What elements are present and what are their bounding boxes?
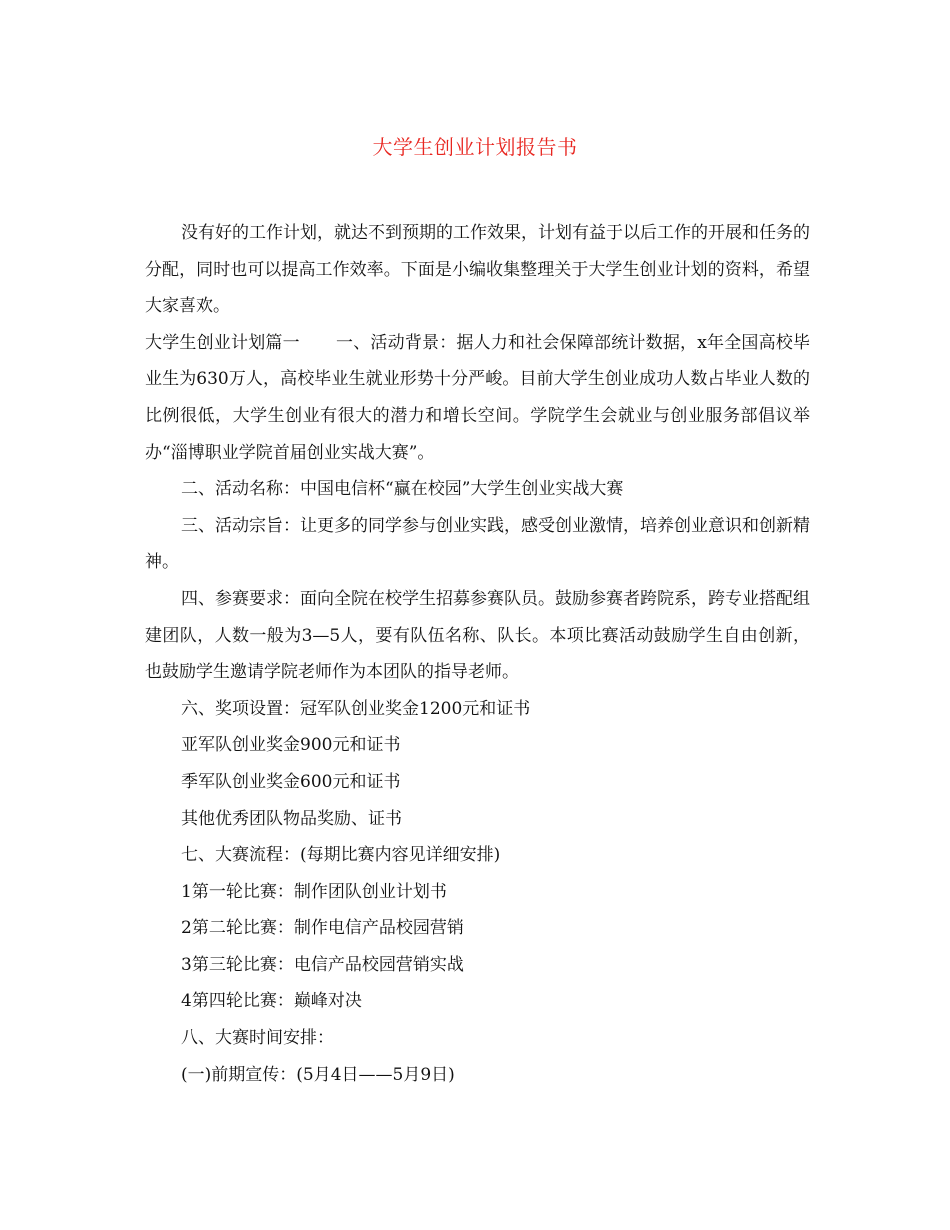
document-title: 大学生创业计划报告书	[372, 135, 578, 159]
round-line: 4第四轮比赛：巅峰对决	[181, 991, 362, 1012]
schedule-item: (一)前期宣传：(5月4日——5月9日)	[181, 1064, 455, 1085]
process-heading: 七、大赛流程：(每期比赛内容见详细安排)	[181, 845, 501, 866]
round-line: 3第三轮比赛：电信产品校园营销实战	[181, 954, 464, 975]
round-line: 1第一轮比赛：制作团队创业计划书	[181, 881, 447, 902]
schedule-heading: 八、大赛时间安排：	[181, 1028, 334, 1049]
purpose-paragraph: 三、活动宗旨：让更多的同学参与创业实践，感受创业激情，培养创业意识和创新精神。	[145, 515, 810, 573]
requirements-paragraph: 四、参赛要求：面向全院在校学生招募参赛队员。鼓励参赛者跨院系，跨专业搭配组建团队，人数一般为3—5人，要有队伍名称、队长。本项比赛活动鼓励学生自由创新，也鼓励学生邀请学院老师作为本团队的指导老师。	[145, 588, 810, 683]
award-line: 亚军队创业奖金900元和证书	[181, 735, 401, 756]
activity-name-paragraph: 二、活动名称：中国电信杯“赢在校园”大学生创业实战大赛	[181, 479, 624, 500]
background-paragraph	[145, 325, 810, 471]
background-text: 一、活动背景：据人力和社会保障部统计数据，x年全国高校毕业生为630万人，高校毕业生就业形势十分严峻。目前大学生创业成功人数占毕业人数的比例很低，大学生创业有很大的潜力和增长空间。学院学生会就业与创业服务部倡议举办“淄博职业学院首届创业实战大赛”。	[145, 332, 811, 463]
award-line: 其他优秀团队物品奖励、证书	[181, 808, 402, 829]
award-line: 季军队创业奖金600元和证书	[181, 771, 401, 792]
document-body	[145, 215, 810, 1093]
intro-paragraph: 没有好的工作计划，就达不到预期的工作效果，计划有益于以后工作的开展和任务的分配，同时也可以提高工作效率。下面是小编收集整理关于大学生创业计划的资料，希望大家喜欢。	[145, 223, 810, 317]
section-label: 大学生创业计划篇一	[145, 332, 300, 353]
award-line: 六、奖项设置：冠军队创业奖金1200元和证书	[181, 698, 531, 719]
round-line: 2第二轮比赛：制作电信产品校园营销	[181, 918, 464, 939]
